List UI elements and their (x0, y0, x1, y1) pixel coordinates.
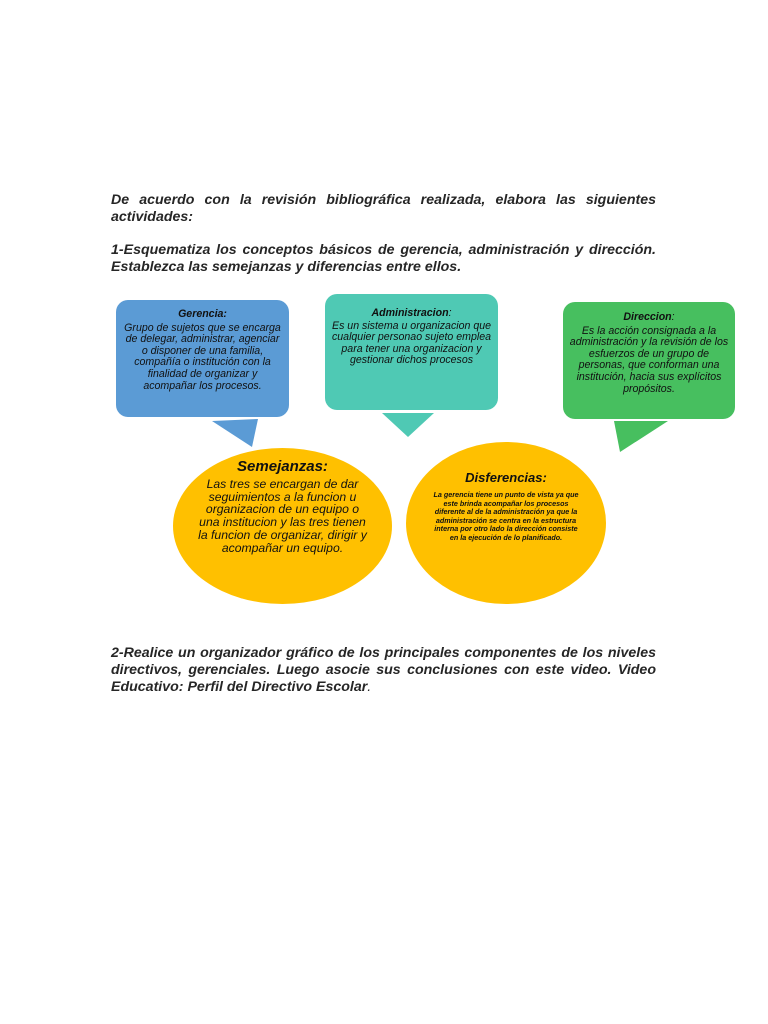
administracion-text: Es un sistema u organizacion que cualquier personao sujeto emplea para tener una organizacion y gestionar dichos procesos (331, 319, 491, 367)
task1-paragraph: 1-Esquematiza los conceptos básicos de gerencia, administración y dirección. Establezca las semejanzas y diferencias entre ellos. (111, 242, 656, 275)
diferencias-title: Disferencias: (465, 470, 547, 485)
semejanzas-title: Semejanzas: (237, 458, 328, 475)
intro-paragraph: De acuerdo con la revisión bibliográfica realizada, elabora las siguientes actividades: (111, 192, 656, 225)
diferencias-text: La gerencia tiene un punto de vista ya que este brinda acompañar los procesos diferente al de la administración ya que la administración se centra en la estructura interna por otro lado la dirección consiste en la ejecución de lo planificado. (433, 490, 579, 542)
semejanzas-text: Las tres se encargan de dar seguimientos a la funcion u organizacion de un equipo o una institucion y las tres tienen la funcion de organizar, dirigir y acompañar un equipo. (198, 477, 367, 555)
semejanzas-ellipse (173, 448, 392, 604)
direccion-colon: : (671, 311, 675, 323)
administracion-arrow (380, 410, 440, 442)
task2-paragraph (111, 645, 656, 696)
direccion-text: Es la acción consignada a la administración y la revisión de los esfuerzos de un grupo de personas, que conforman una institución, hacia sus explícitos propósitos. (569, 324, 729, 395)
direccion-box (563, 302, 735, 419)
gerencia-text: Grupo de sujetos que se encarga de delegar, administrar, agenciar o disponer de una familia, compañía o institución con la finalidad de organizar y acompañar los procesos. (124, 321, 281, 392)
gerencia-title: Gerencia: (178, 308, 227, 320)
gerencia-box (116, 300, 289, 417)
administracion-colon: : (448, 307, 452, 319)
task2-main: 2-Realice un organizador gráfico de los principales componentes de los niveles directivos, gerenciales. Luego asocie sus conclusiones con este video. Video Educativo: Perfil del Directivo Escolar (111, 645, 656, 695)
task2-end: . (367, 679, 372, 695)
direccion-arrow (612, 418, 674, 456)
diferencias-ellipse (406, 442, 606, 604)
administracion-box (325, 294, 498, 410)
direccion-title: Direccion (623, 311, 672, 323)
administracion-title: Administracion (371, 307, 449, 319)
